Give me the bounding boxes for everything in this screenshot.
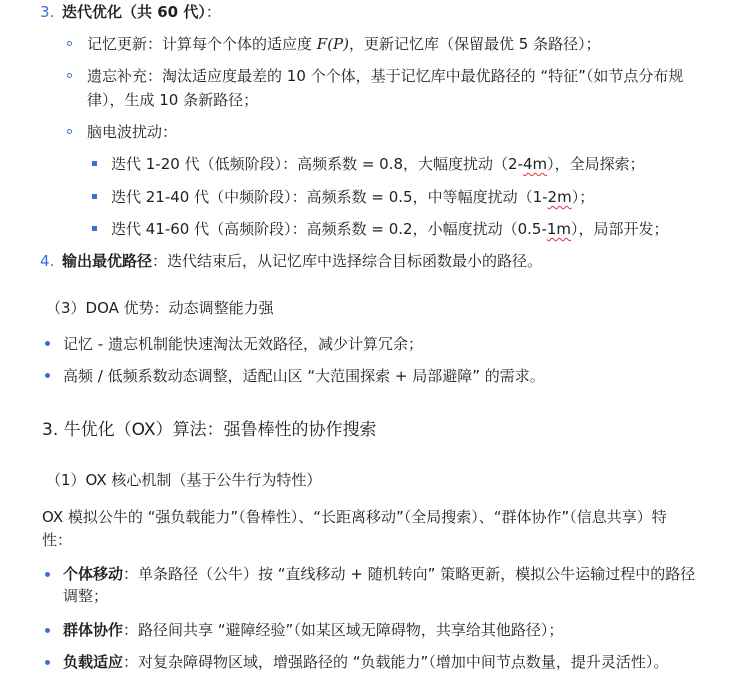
step3-number: 3. <box>40 3 55 21</box>
circle-bullet-icon <box>67 41 72 46</box>
ox-intro: OX 模拟公牛的 “强负载能力”（鲁棒性）、“长距离移动”（全局搜索）、“群体协作”（信息共享）特 <box>42 508 667 526</box>
dot-bullet-icon <box>45 373 50 378</box>
stage-mid-freq: 迭代 21-40 代（中频阶段）：高频系数 = 0.5，中等幅度扰动（1-2m）； <box>111 188 595 206</box>
dot-bullet-icon <box>45 572 50 577</box>
dot-bullet-icon <box>45 628 50 633</box>
circle-bullet-icon <box>67 73 72 78</box>
ox-bullet-individual-cont: 调整； <box>63 587 109 605</box>
square-bullet-icon <box>92 194 97 199</box>
dot-bullet-icon <box>45 660 50 665</box>
forget-supplement-item-cont: 律），生成 10 条新路径； <box>87 91 259 109</box>
square-bullet-icon <box>92 226 97 231</box>
stage-low-freq: 迭代 1-20 代（低频阶段）：高频系数 = 0.8，大幅度扰动（2-4m），全局探索； <box>111 155 645 173</box>
brainwave-item: 脑电波扰动： <box>87 123 178 141</box>
step4-number: 4. <box>40 252 55 270</box>
ox-heading: （1）OX 核心机制（基于公牛行为特性） <box>46 471 322 489</box>
doa-bullet-1: 记忆 - 遗忘机制能快速淘汰无效路径，减少计算冗余； <box>63 335 423 353</box>
ox-bullet-group: 群体协作：路径间共享 “避障经验”（如某区域无障碍物，共享给其他路径）； <box>63 621 564 639</box>
memory-update-item: 记忆更新：计算每个个体的适应度 F(P)，更新记忆库（保留最优 5 条路径）； <box>87 35 601 53</box>
stage-high-freq: 迭代 41-60 代（高频阶段）：高频系数 = 0.2，小幅度扰动（0.5-1m），局部开发； <box>111 220 669 238</box>
ox-intro-cont: 性： <box>42 531 73 549</box>
fitness-formula: F(P) <box>316 35 349 53</box>
dot-bullet-icon <box>45 341 50 346</box>
step3-title <box>62 1 221 23</box>
doa-bullet-2: 高频 / 低频系数动态调整，适配山区 “大范围探索 + 局部避障” 的需求。 <box>63 367 545 385</box>
forget-supplement-item: 遗忘补充：淘汰适应度最差的 10 个个体，基于记忆库中最优路径的 “特征”（如节点分布规 <box>87 67 684 85</box>
doa-heading: （3）DOA 优势：动态调整能力强 <box>46 299 274 317</box>
ox-bullet-individual: 个体移动：单条路径（公牛）按 “直线移动 + 随机转向” 策略更新，模拟公牛运输过程中的路径 <box>63 565 696 583</box>
step4-item: 输出最优路径：迭代结束后，从记忆库中选择综合目标函数最小的路径。 <box>62 252 543 270</box>
step3-title-text: 迭代优化（共 60 代） <box>62 3 206 21</box>
circle-bullet-icon <box>67 129 72 134</box>
section3-title: 3. 牛优化（OX）算法：强鲁棒性的协作搜索 <box>42 420 377 440</box>
ox-bullet-load: 负载适应：对复杂障碍物区域，增强路径的 “负载能力”（增加中间节点数量，提升灵活性）。 <box>63 653 669 671</box>
step4-title: 输出最优路径 <box>62 252 153 270</box>
square-bullet-icon <box>92 161 97 166</box>
step3-colon: ： <box>205 3 221 21</box>
